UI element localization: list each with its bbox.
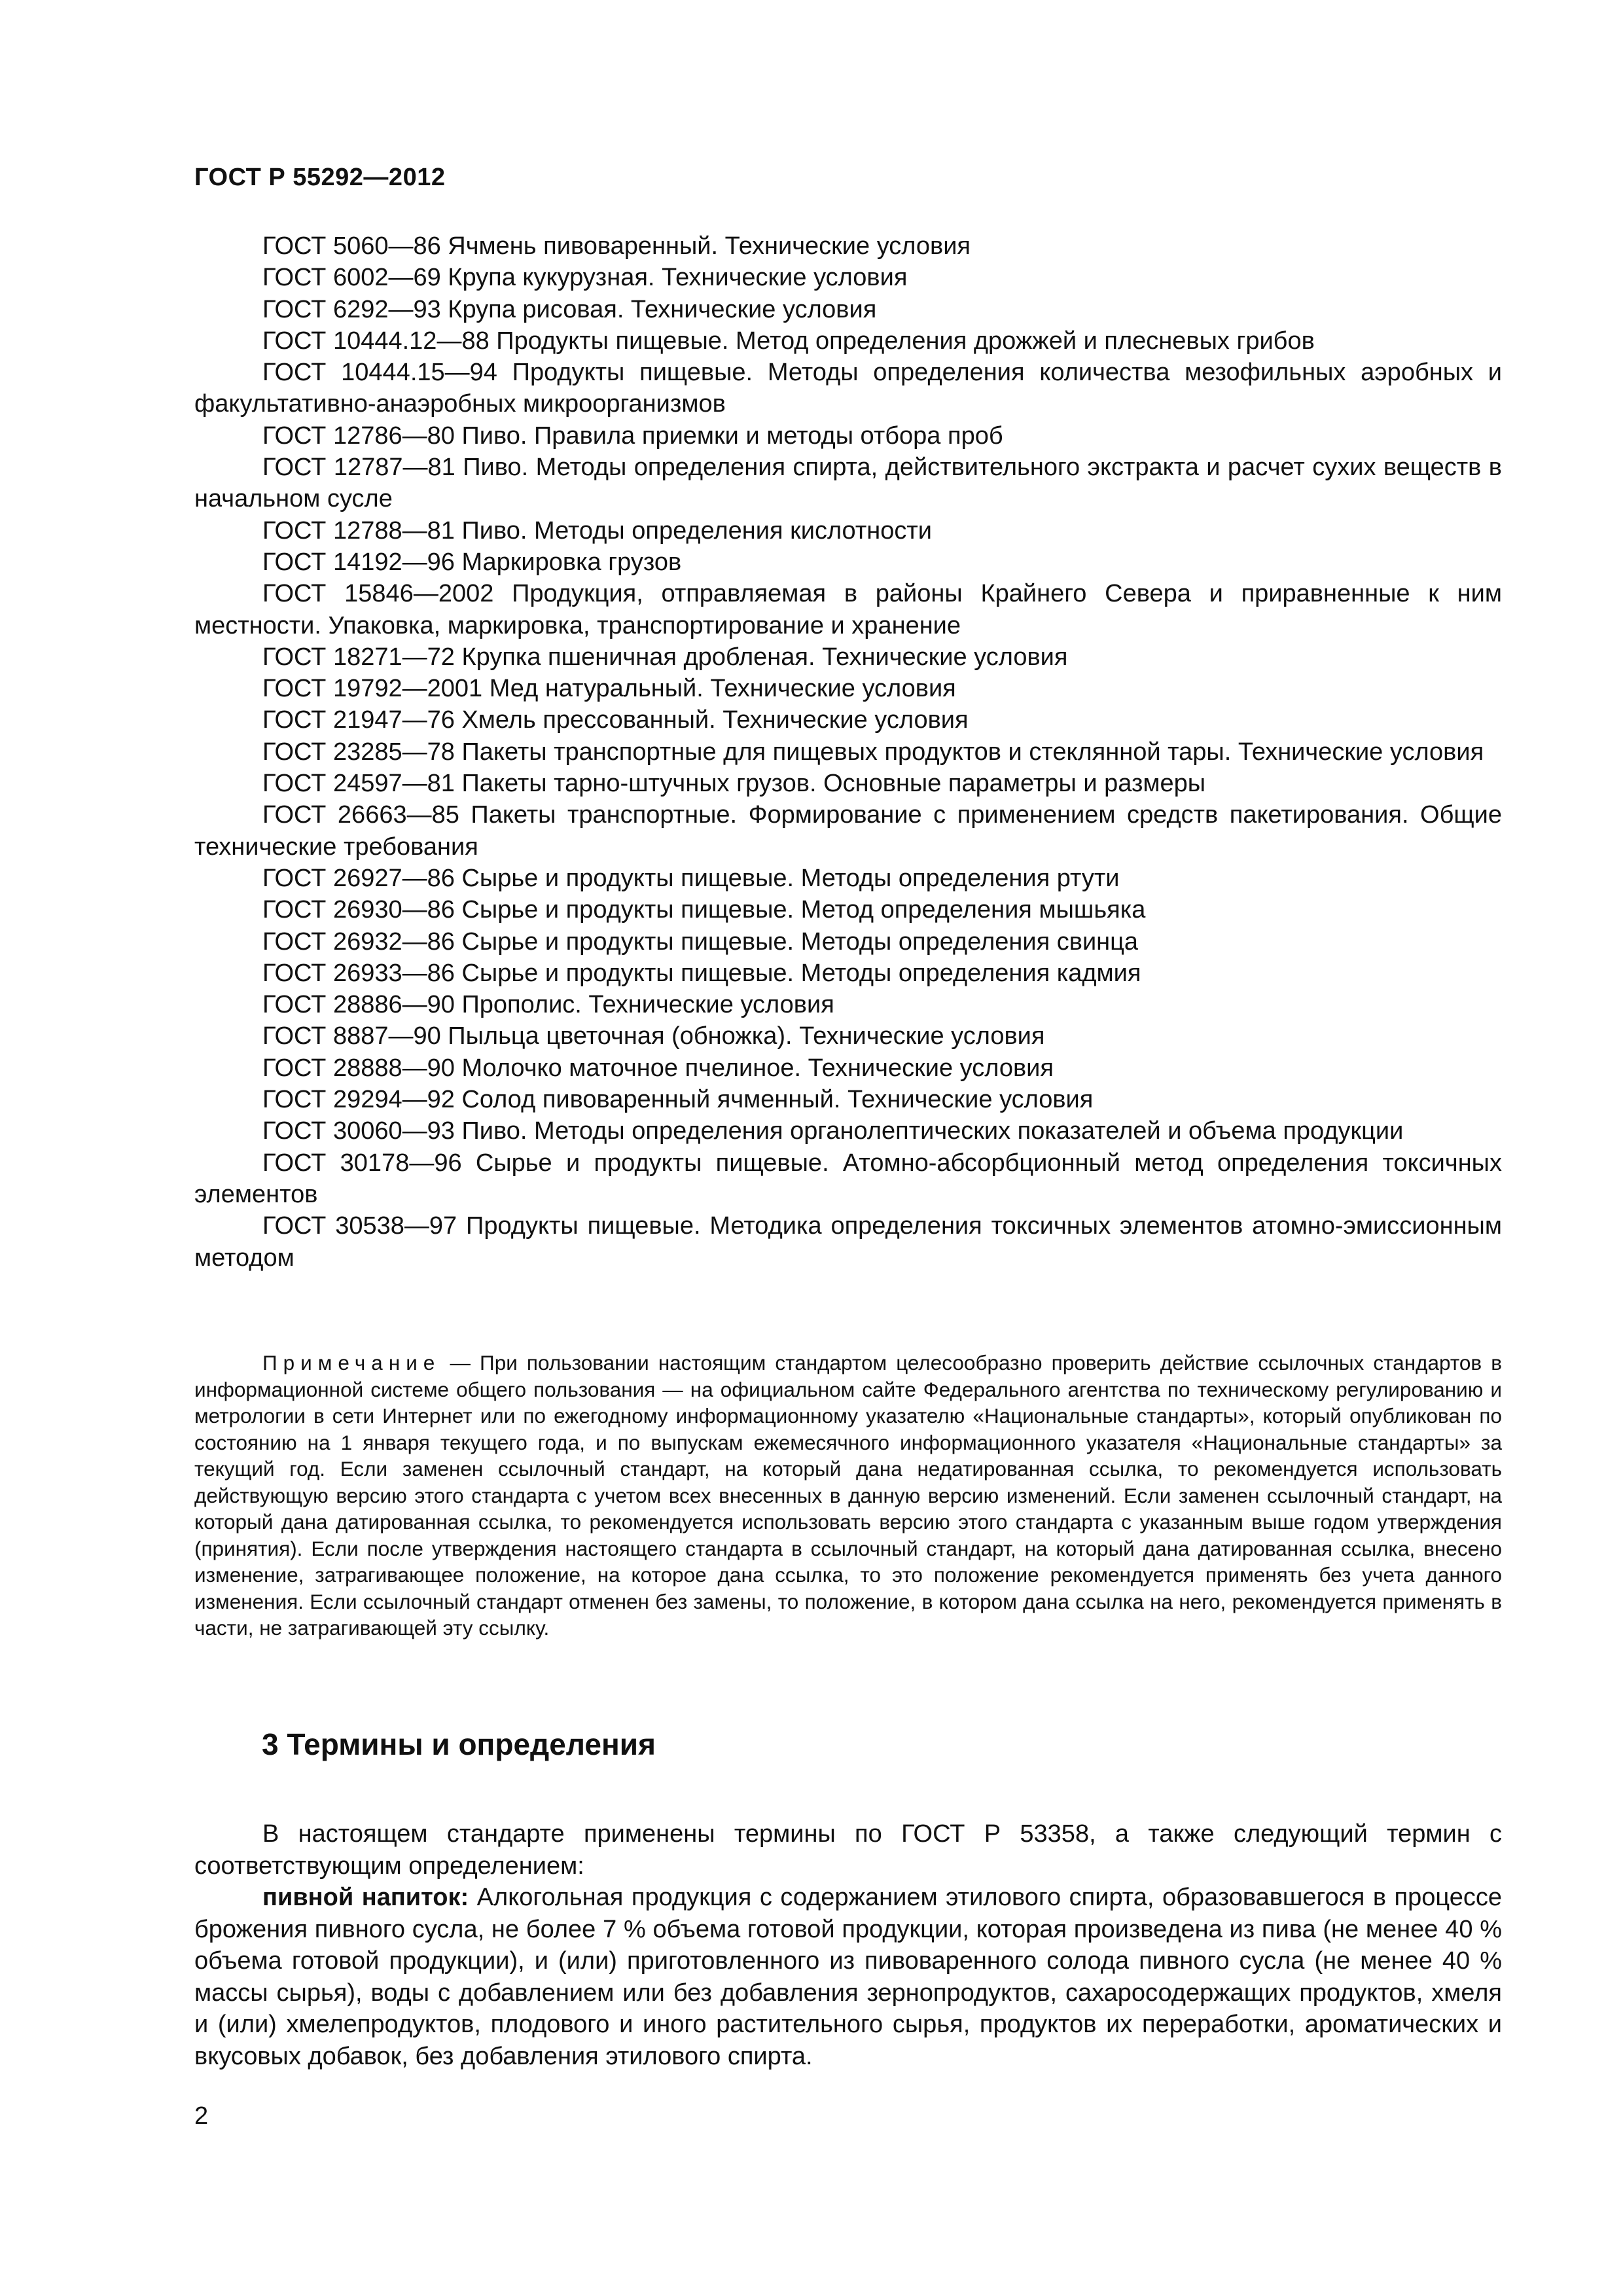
normative-references-list xyxy=(194,230,1502,1274)
reference-item: ГОСТ 18271—72 Крупка пшеничная дробленая. Технические условия xyxy=(262,643,1068,671)
reference-item: ГОСТ 8887—90 Пыльца цветочная (обножка). Технические условия xyxy=(262,1022,1045,1050)
reference-item: ГОСТ 24597—81 Пакеты тарно-штучных грузов. Основные параметры и размеры xyxy=(262,770,1206,798)
reference-item: ГОСТ 26933—86 Сырье и продукты пищевые. Методы определения кадмия xyxy=(262,959,1141,987)
reference-item: ГОСТ 26932—86 Сырье и продукты пищевые. Методы определения свинца xyxy=(262,927,1139,956)
reference-item: ГОСТ 15846—2002 Продукция, отправляемая в районы Крайнего Севера и приравненные к ним местности. Упаковка, маркировка, транспортирование и хранение xyxy=(194,580,1502,639)
reference-item: ГОСТ 23285—78 Пакеты транспортные для пищевых продуктов и стеклянной тары. Технические условия xyxy=(262,738,1484,766)
note-label: Примечание xyxy=(262,1351,441,1374)
term-text: Алкогольная продукция с содержанием этилового спирта, образовавшегося в процессе брожения пивного сусла, не более 7 % объема готовой продукции, которая произведена из пива (не менее 40 % объема готовой продукции), и (или) приготовленного из пивоваренного солода пивного сусла (не менее 40 % массы сырья), воды с добавлением или без добавления зернопродуктов, сахаросодержащих продуктов, хмеля и (или) хмелепродуктов, плодового и иного растительного сырья, продуктов их переработки, ароматических и вкусовых добавок, без добавления этилового спирта. xyxy=(194,1884,1502,2070)
reference-item: ГОСТ 21947—76 Хмель прессованный. Технические условия xyxy=(262,706,969,734)
reference-item: ГОСТ 12786—80 Пиво. Правила приемки и методы отбора проб xyxy=(262,422,1003,450)
section-body xyxy=(194,1818,1502,2072)
reference-item: ГОСТ 5060—86 Ячмень пивоваренный. Технические условия xyxy=(262,232,971,260)
reference-item: ГОСТ 12787—81 Пиво. Методы определения спирта, действительного экстракта и расчет сухих веществ в начальном сусле xyxy=(194,454,1502,513)
reference-item: ГОСТ 26927—86 Сырье и продукты пищевые. Методы определения ртути xyxy=(262,864,1120,892)
reference-item: ГОСТ 10444.12—88 Продукты пищевые. Метод определения дрожжей и плесневых грибов xyxy=(262,327,1315,355)
reference-item: ГОСТ 26930—86 Сырье и продукты пищевые. Метод определения мышьяка xyxy=(262,896,1146,924)
page-number: 2 xyxy=(194,2102,209,2130)
reference-item: ГОСТ 30538—97 Продукты пищевые. Методика определения токсичных элементов атомно-эмиссионным методом xyxy=(194,1212,1502,1272)
note-paragraph xyxy=(194,1350,1502,1641)
section-title: 3 Термины и определения xyxy=(262,1727,656,1761)
reference-item: ГОСТ 14192—96 Маркировка грузов xyxy=(262,548,682,576)
reference-item: ГОСТ 19792—2001 Мед натуральный. Технические условия xyxy=(262,675,956,703)
reference-item: ГОСТ 26663—85 Пакеты транспортные. Формирование с применением средств пакетирования. Общие технические требования xyxy=(194,801,1502,861)
reference-item: ГОСТ 29294—92 Солод пивоваренный ячменный. Технические условия xyxy=(262,1086,1094,1114)
reference-item: ГОСТ 30060—93 Пиво. Методы определения органолептических показателей и объема продукции xyxy=(262,1117,1404,1145)
reference-item: ГОСТ 6292—93 Крупа рисовая. Технические условия xyxy=(262,295,877,323)
reference-item: ГОСТ 30178—96 Сырье и продукты пищевые. Атомно-абсорбционный метод определения токсичных элементов xyxy=(194,1149,1502,1208)
reference-item: ГОСТ 6002—69 Крупа кукурузная. Технические условия xyxy=(262,264,908,292)
reference-item: ГОСТ 10444.15—94 Продукты пищевые. Методы определения количества мезофильных аэробных и факультативно-анаэробных микроорганизмов xyxy=(194,359,1502,418)
section-intro: В настоящем стандарте применены термины по ГОСТ Р 53358, а также следующий термин с соответствующим определением: xyxy=(194,1820,1502,1880)
term-name: пивной напиток: xyxy=(262,1884,469,1911)
document-header: ГОСТ Р 55292—2012 xyxy=(194,164,446,191)
reference-item: ГОСТ 12788—81 Пиво. Методы определения кислотности xyxy=(262,516,933,545)
term-definition xyxy=(194,1882,1502,2072)
note-text: — При пользовании настоящим стандартом целесообразно проверить действие ссылочных стандартов в информационной системе общего пользования — на официальном сайте Федерального агентства по техническому регулированию и метрологии в сети Интернет или по ежегодному информационному указателю «Национальные стандарты», который опубликован по состоянию на 1 января текущего года, и по выпускам ежемесячного информационного указателя «Национальные стандарты» за текущий год. Если заменен ссылочный стандарт, на который дана недатированная ссылка, то рекомендуется использовать действующую версию этого стандарта с учетом всех внесенных в данную версию изменений. Если заменен ссылочный стандарт, на который дана датированная ссылка, то рекомендуется использовать версию этого стандарта с указанным выше годом утверждения (принятия). Если после утверждения настоящего стандарта в ссылочный стандарт, на который дана датированная ссылка, внесено изменение, затрагивающее положение, на которое дана ссылка, то это положение рекомендуется применять без учета данного изменения. Если ссылочный стандарт отменен без замены, то положение, в котором дана ссылка на него, рекомендуется применять в части, не затрагивающей эту ссылку. xyxy=(194,1351,1502,1640)
reference-item: ГОСТ 28886—90 Прополис. Технические условия xyxy=(262,991,834,1019)
reference-item: ГОСТ 28888—90 Молочко маточное пчелиное. Технические условия xyxy=(262,1054,1054,1082)
